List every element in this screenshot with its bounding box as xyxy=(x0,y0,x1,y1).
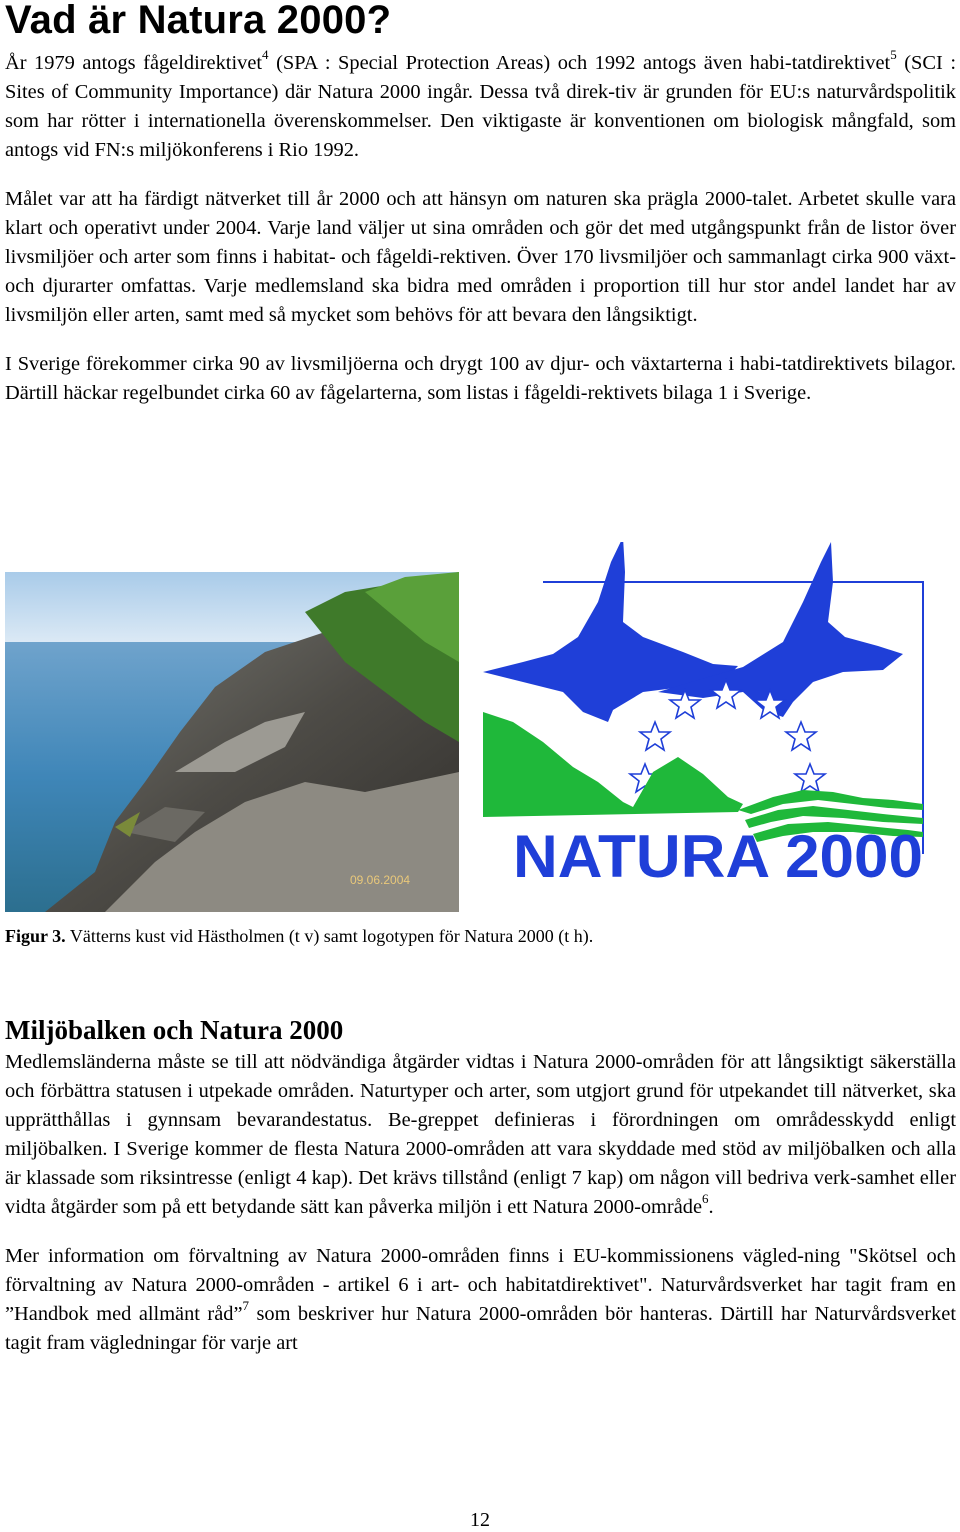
intro-text-2: (SPA : Special Protection Areas) och 1992 antogs även habi-tatdirektivet xyxy=(268,52,891,74)
lake-vattern-coast-photo xyxy=(5,572,459,912)
intro-text-3: (SCI : Sites of Community Importance) där Natura 2000 ingår. Dessa två direk-tiv är grunden för EU:s naturvårdspolitik som har rötter i internationella överenskommelser. Den viktigaste är konventionen om biologisk mångfald, som antogs vid FN:s miljökonferens i Rio 1992. xyxy=(5,52,956,161)
footnote-ref-4[interactable]: 4 xyxy=(262,47,269,63)
paragraph-goal: Målet var att ha färdigt nätverket till år 2000 och att hänsyn om naturen ska prägla 2000-talet. Arbetet skulle vara klart och operativt under 2004. Varje land väljer ut sina områden och gör det med utgångspunkt från de listor över livsmiljöer och arter som finns i habitat- och fågeldi-rektiven. Över 170 livsmiljöer och sammanlagt cirka 900 växt- och djurarter omfattas. Varje medlemsland ska bidra med områden i proportion till hur stor andel landet har av livsmiljön eller arten, samt med så mycket som behövs för att bevara den långsiktigt. xyxy=(5,188,956,326)
figure-3 xyxy=(5,572,956,912)
paragraph-miljobalken xyxy=(5,1048,956,1222)
page xyxy=(5,0,956,1354)
intro-text-1: År 1979 antogs fågeldirektivet xyxy=(5,52,263,74)
more-info-text-2: som beskriver hur Natura 2000-områden bör hanteras. Därtill har Naturvårdsverket tagit fram vägledningar för varje art xyxy=(5,1303,956,1354)
miljobalken-text-2: . xyxy=(708,1196,714,1218)
section-body xyxy=(5,1048,956,1358)
natura-2000-logo xyxy=(483,542,933,882)
page-title: Vad är Natura 2000? xyxy=(5,0,392,42)
photo-date-stamp: 09.06.2004 xyxy=(350,873,411,887)
footnote-ref-5[interactable]: 5 xyxy=(890,47,897,63)
miljobalken-text-1: Medlemsländerna måste se till att nödvändiga åtgärder vidtas i Natura 2000-områden för att långsiktigt säkerställa och förbättra statusen i utpekade områden. Naturtyper och arter, som utgjort grund för utpekandet till nätverket, ska upprätthållas i gynnsam bevarandestatus. Be-greppet definieras i förordningen om områdesskydd enligt miljöbalken. I Sverige kommer de flesta Natura 2000-områden att vara skyddade med stöd av miljöbalken och alla är klassade som riksintresse (enligt 4 kap). Det krävs tillstånd (enligt 7 kap) om någon vill bedriva verk-samhet eller vidta åtgärder som på ett betydande sätt kan påverka miljön i ett Natura 2000-område xyxy=(5,1051,956,1218)
paragraph-intro xyxy=(5,49,956,165)
figure-caption xyxy=(5,924,593,948)
paragraph-more-info xyxy=(5,1242,956,1358)
logo-wordmark: NATURA 2000 xyxy=(513,823,923,882)
page-number: 12 xyxy=(470,1509,490,1531)
caption-text: Vätterns kust vid Hästholmen (t v) samt logotypen för Natura 2000 (t h). xyxy=(65,926,594,946)
section-heading: Miljöbalken och Natura 2000 xyxy=(5,1015,344,1045)
caption-label: Figur 3. xyxy=(5,926,66,946)
footnote-ref-7[interactable]: 7 xyxy=(242,1298,250,1314)
more-info-text-1: Mer information om förvaltning av Natura 2000-områden finns i EU-kommissionens vägled-ning "Skötsel och förvaltning av Natura 2000-områden - artikel 6 i art- och habitatdirektivet". Naturvårdsverket har tagit fram en ”Handbok med allmänt råd” xyxy=(5,1245,956,1325)
footnote-ref-6[interactable]: 6 xyxy=(702,1191,709,1207)
paragraph-sweden: I Sverige förekommer cirka 90 av livsmiljöerna och drygt 100 av djur- och växtarterna i habi-tatdirektivets bilagor. Därtill häckar regelbundet cirka 60 av fågelarterna, som listas i fågeldi-rektivets bilaga 1 i Sverige. xyxy=(5,353,956,404)
